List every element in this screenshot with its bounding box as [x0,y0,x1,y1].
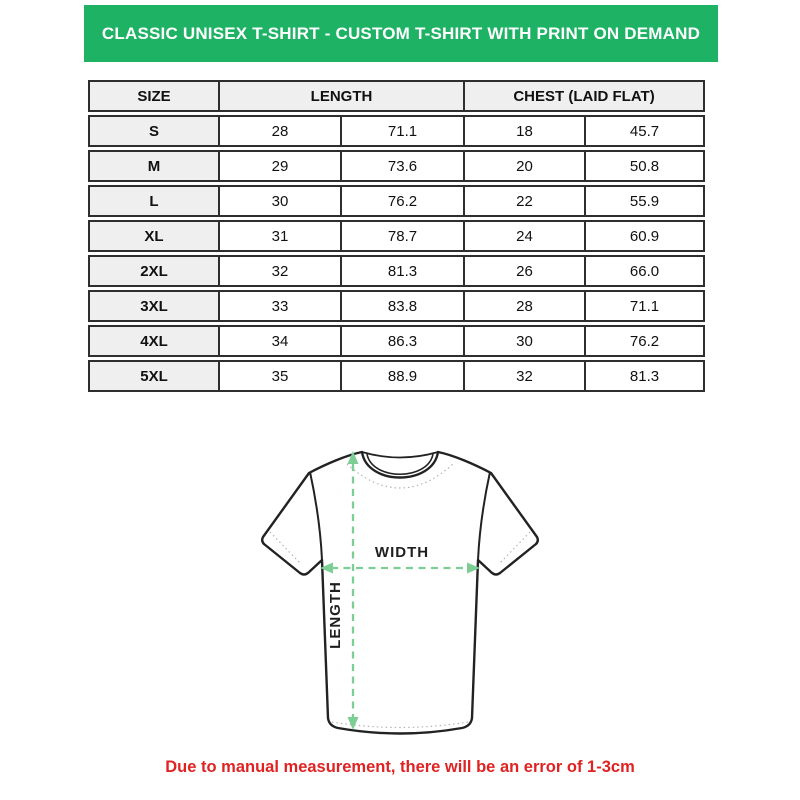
chest-in: 30 [463,325,584,357]
table-row [88,360,705,392]
tshirt-body-outline [262,452,538,734]
table-row [88,255,705,287]
chest-cm: 71.1 [584,290,705,322]
measurement-error-note: Due to manual measurement, there will be an error of 1-3cm [165,758,635,776]
header-size: SIZE [88,80,218,112]
tshirt-outline-drawing [250,438,550,744]
length-cm: 78.7 [340,220,463,252]
collar-back-line [362,452,438,458]
chest-cm: 76.2 [584,325,705,357]
length-in: 35 [218,360,340,392]
title-banner [84,5,718,62]
chest-cm: 50.8 [584,150,705,182]
table-row [88,220,705,252]
length-cm: 88.9 [340,360,463,392]
size-label: S [88,115,218,147]
size-label: XL [88,220,218,252]
length-in: 29 [218,150,340,182]
length-in: 33 [218,290,340,322]
tshirt-measurement-diagram [250,438,550,744]
header-chest: CHEST (LAID FLAT) [463,80,705,112]
length-in: 30 [218,185,340,217]
size-label: 5XL [88,360,218,392]
chest-in: 28 [463,290,584,322]
chest-in: 26 [463,255,584,287]
size-table [88,77,705,395]
chest-in: 32 [463,360,584,392]
size-label: M [88,150,218,182]
size-label: 3XL [88,290,218,322]
chest-in: 20 [463,150,584,182]
size-label: 2XL [88,255,218,287]
chest-in: 24 [463,220,584,252]
length-in: 31 [218,220,340,252]
table-row [88,290,705,322]
length-cm: 73.6 [340,150,463,182]
length-cm: 86.3 [340,325,463,357]
length-cm: 83.8 [340,290,463,322]
length-label: LENGTH [327,581,344,649]
table-row [88,325,705,357]
length-in: 34 [218,325,340,357]
chest-cm: 45.7 [584,115,705,147]
table-row [88,185,705,217]
length-in: 28 [218,115,340,147]
table-header-row [88,80,705,112]
chest-cm: 60.9 [584,220,705,252]
chest-in: 18 [463,115,584,147]
chest-cm: 55.9 [584,185,705,217]
table-row [88,115,705,147]
table-row [88,150,705,182]
chest-cm: 66.0 [584,255,705,287]
size-label: L [88,185,218,217]
width-label: WIDTH [374,544,430,561]
chest-cm: 81.3 [584,360,705,392]
length-in: 32 [218,255,340,287]
length-cm: 81.3 [340,255,463,287]
chest-in: 22 [463,185,584,217]
size-label: 4XL [88,325,218,357]
length-cm: 71.1 [340,115,463,147]
length-cm: 76.2 [340,185,463,217]
page-title: CLASSIC UNISEX T-SHIRT - CUSTOM T-SHIRT WITH PRINT ON DEMAND [101,23,701,43]
header-length: LENGTH [218,80,463,112]
